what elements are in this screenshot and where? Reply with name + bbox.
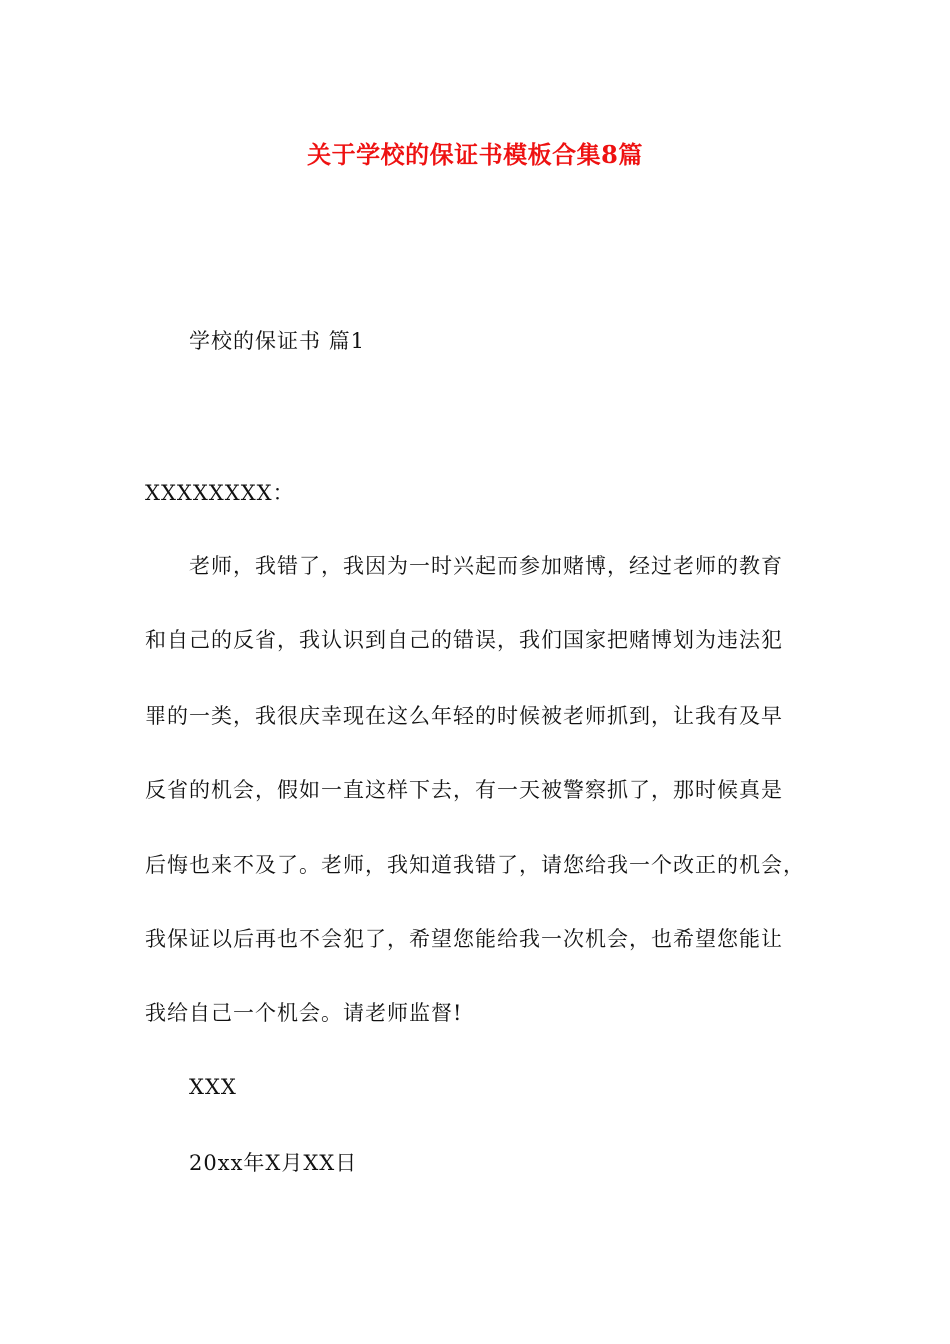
date: 20xx年X月XX日 — [189, 1151, 358, 1175]
section-heading: 学校的保证书 篇1 — [189, 329, 366, 353]
body-line: 我保证以后再也不会犯了，希望您能给我一次机会，也希望您能让 — [145, 927, 783, 951]
salutation: XXXXXXXX： — [145, 481, 295, 505]
signature: XXX — [189, 1075, 237, 1099]
body-line: 老师，我错了，我因为一时兴起而参加赌博，经过老师的教育 — [189, 554, 783, 578]
body-line: 后悔也来不及了。老师，我知道我错了，请您给我一个改正的机会， — [145, 853, 805, 877]
body-line: 和自己的反省，我认识到自己的错误，我们国家把赌博划为违法犯 — [145, 628, 783, 652]
body-line: 我给自己一个机会。请老师监督! — [145, 1001, 463, 1025]
body-line: 反省的机会，假如一直这样下去，有一天被警察抓了，那时候真是 — [145, 778, 783, 802]
document-title: 关于学校的保证书模板合集8篇 — [307, 140, 643, 169]
body-line: 罪的一类，我很庆幸现在这么年轻的时候被老师抓到，让我有及早 — [145, 704, 783, 728]
